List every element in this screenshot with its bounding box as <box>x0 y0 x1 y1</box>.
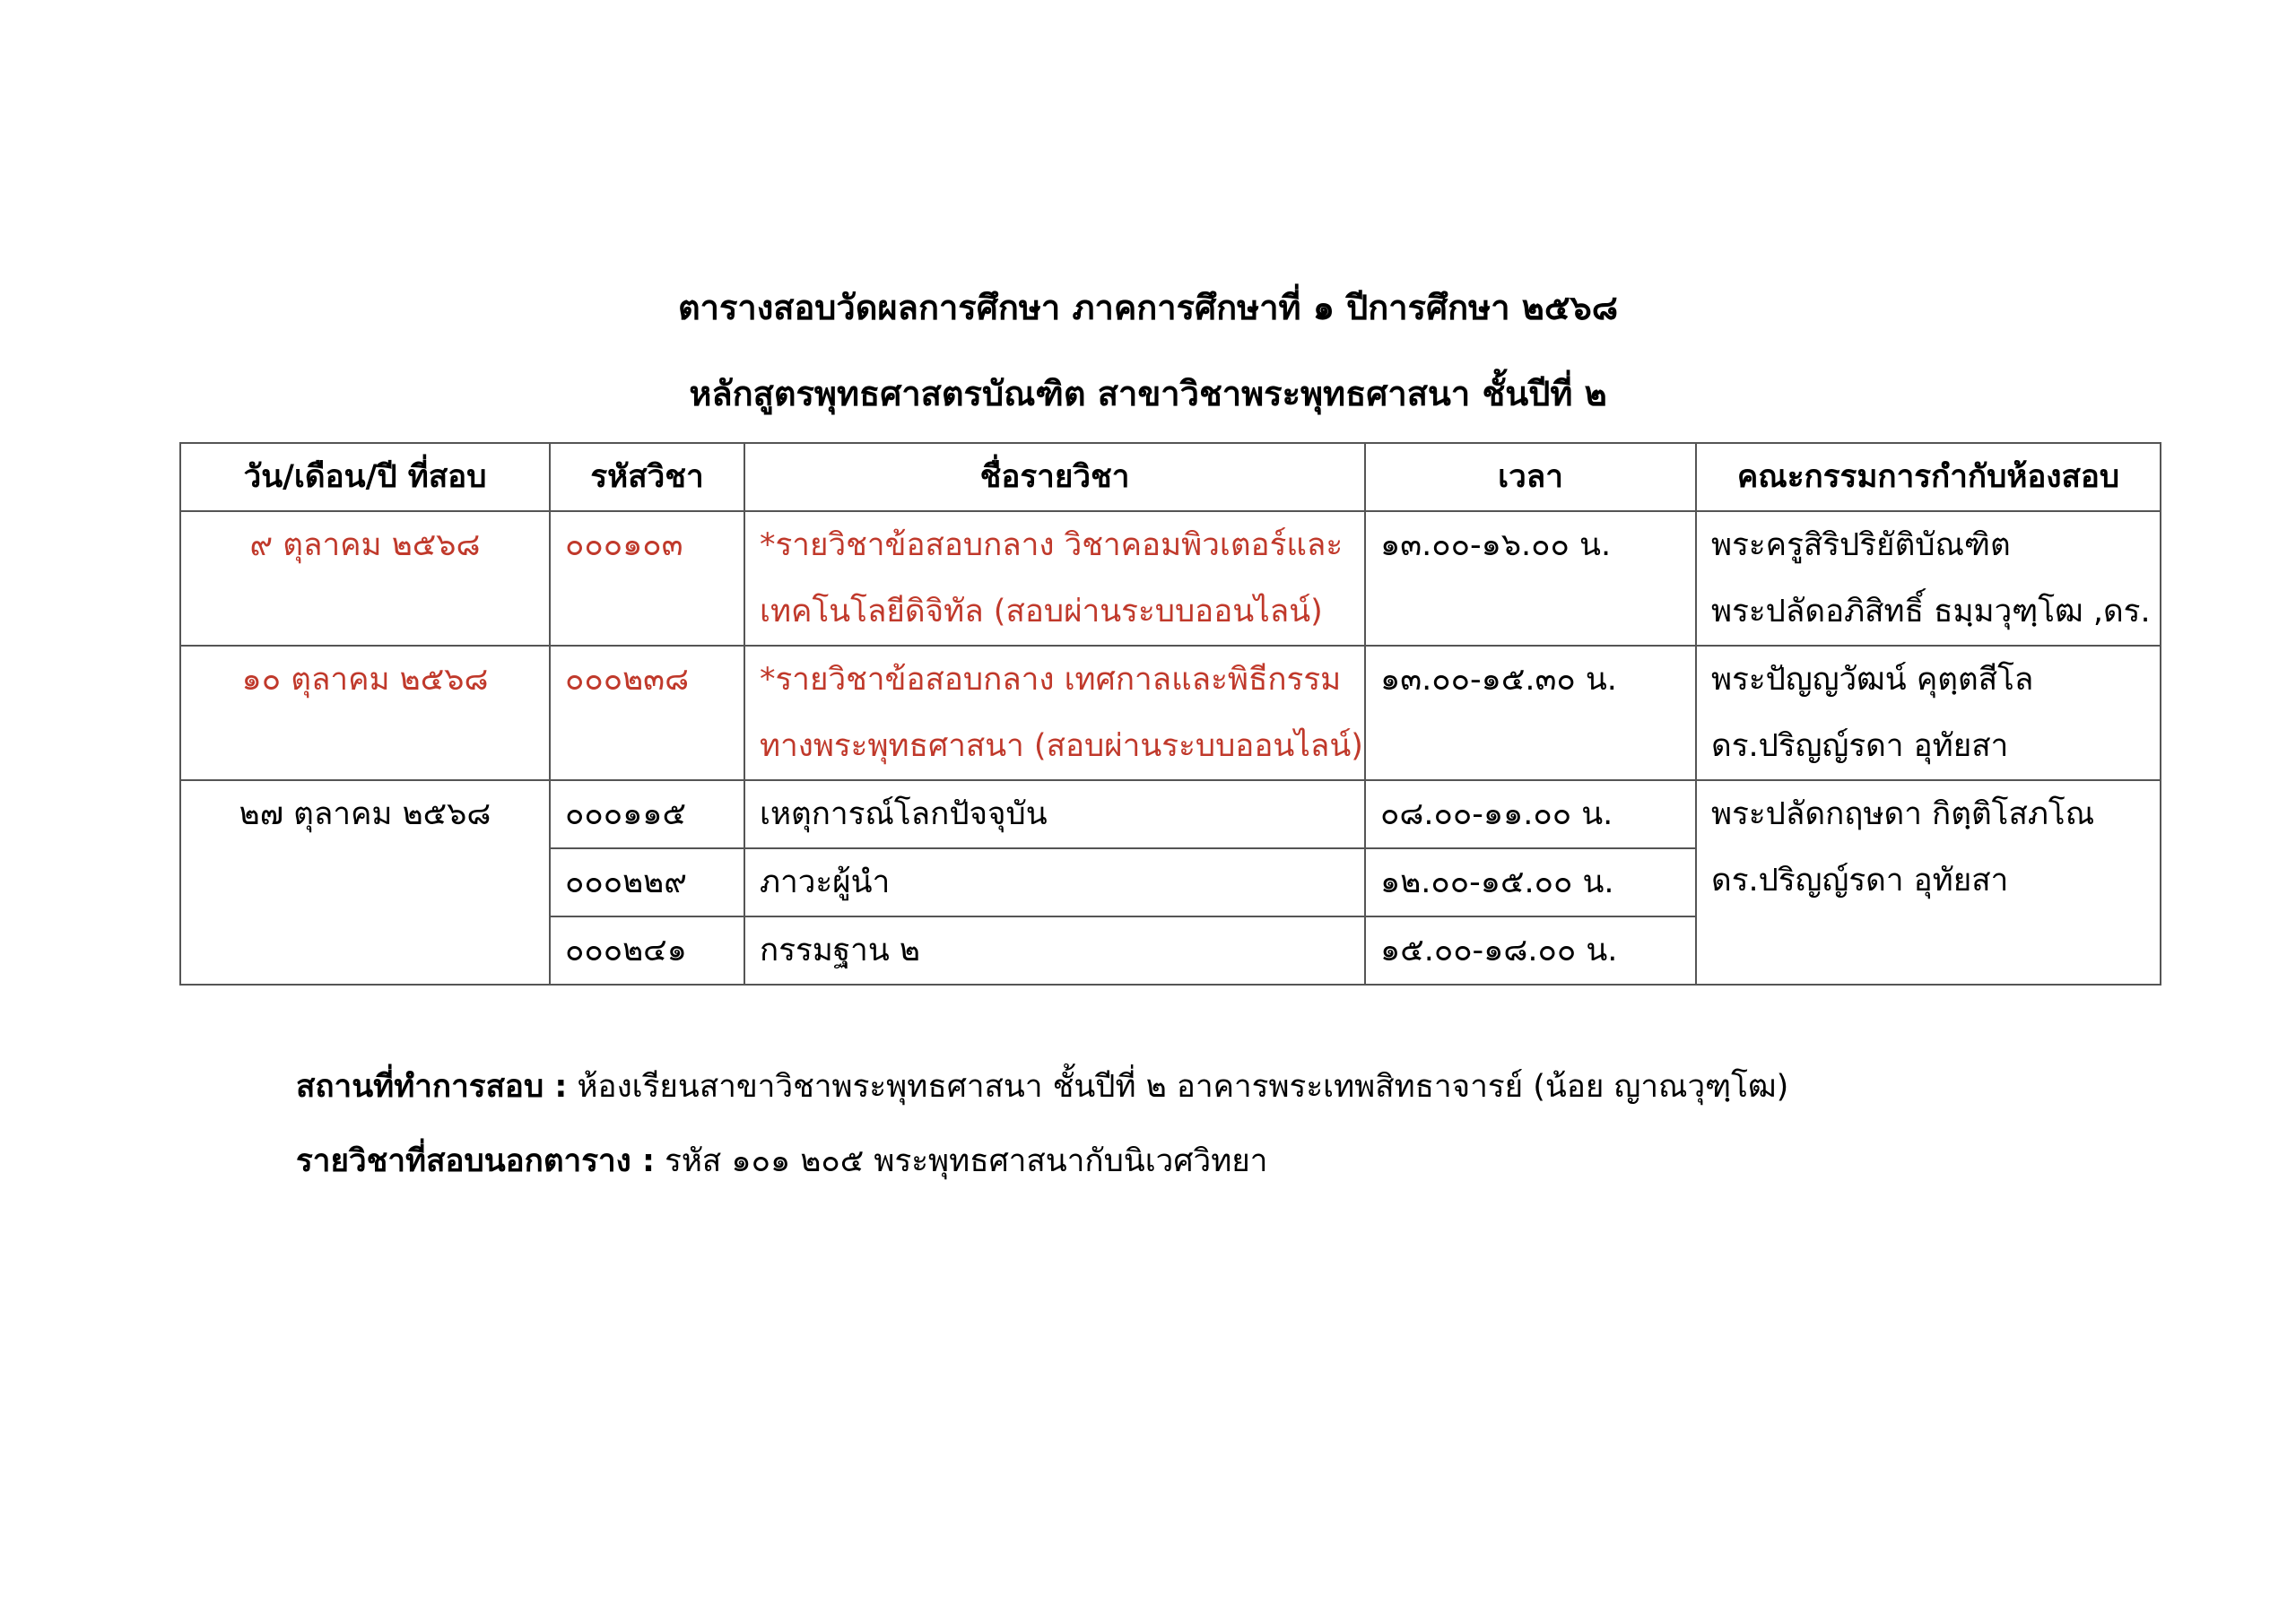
header-subject-name: ชื่อรายวิชา <box>744 443 1365 511</box>
exam-date-cell: ๙ ตุลาคม ๒๕๖๘ <box>180 511 550 646</box>
exam-time-cell: ๑๒.๐๐-๑๕.๐๐ น. <box>1365 848 1696 916</box>
subject-code-cell: ๐๐๐๒๒๙ <box>550 848 744 916</box>
committee-cell <box>1696 646 2161 780</box>
committee-member: พระครูสิริปริยัติบัณฑิต <box>1711 527 2011 563</box>
exam-schedule-table <box>179 442 2161 986</box>
document-subtitle: หลักสูตรพุทธศาสตรบัณฑิต สาขาวิชาพระพุทธศาสนา ชั้นปีที่ ๒ <box>689 374 1607 413</box>
document-title: ตารางสอบวัดผลการศึกษา ภาคการศึกษาที่ ๑ ปีการศึกษา ๒๕๖๘ <box>677 288 1619 327</box>
subject-name-cell <box>744 511 1365 646</box>
exam-time-cell: ๑๓.๐๐-๑๖.๐๐ น. <box>1365 511 1696 646</box>
subject-name-cell: เหตุการณ์โลกปัจจุบัน <box>744 780 1365 848</box>
subject-code-cell: ๐๐๐๑๐๓ <box>550 511 744 646</box>
outside-schedule-label: รายวิชาที่สอบนอกตาราง : <box>296 1143 655 1179</box>
venue-label: สถานที่ทำการสอบ : <box>296 1069 568 1105</box>
outside-schedule-text: รหัส ๑๐๑ ๒๐๕ พระพุทธศาสนากับนิเวศวิทยา <box>654 1143 1268 1179</box>
exam-venue-note <box>296 1064 1788 1109</box>
header-code: รหัสวิชา <box>550 443 744 511</box>
subject-name-cell: ภาวะผู้นำ <box>744 848 1365 916</box>
exam-time-cell: ๐๘.๐๐-๑๑.๐๐ น. <box>1365 780 1696 848</box>
committee-member: พระปัญญวัฒน์ คุตฺตสีโล <box>1711 662 2034 698</box>
subject-code-cell: ๐๐๐๑๑๕ <box>550 780 744 848</box>
table-row <box>180 646 2161 780</box>
committee-member: ดร.ปริญญ์รดา อุทัยสา <box>1711 728 2009 764</box>
subject-name-line: ทางพระพุทธศาสนา (สอบผ่านระบบออนไลน์) <box>760 728 1363 764</box>
outside-schedule-note <box>296 1139 1267 1184</box>
subject-name-line: เทคโนโลยีดิจิทัล (สอบผ่านระบบออนไลน์) <box>760 594 1323 630</box>
committee-cell <box>1696 511 2161 646</box>
subject-name-line: *รายวิชาข้อสอบกลาง วิชาคอมพิวเตอร์และ <box>760 527 1344 563</box>
table-row <box>180 511 2161 646</box>
subject-name-cell <box>744 646 1365 780</box>
header-time: เวลา <box>1365 443 1696 511</box>
exam-time-cell: ๑๓.๐๐-๑๕.๓๐ น. <box>1365 646 1696 780</box>
venue-text: ห้องเรียนสาขาวิชาพระพุทธศาสนา ชั้นปีที่ ๒ อาคารพระเทพสิทธาจารย์ (น้อย ญาณวุฑฺโฒ) <box>567 1069 1789 1105</box>
subject-code-cell: ๐๐๐๒๓๘ <box>550 646 744 780</box>
exam-date-cell: ๒๗ ตุลาคม ๒๕๖๘ <box>180 780 550 985</box>
table-row <box>180 780 2161 848</box>
committee-cell <box>1696 780 2161 985</box>
committee-member: พระปลัดกฤษดา กิตฺติโสภโณ <box>1711 796 2095 832</box>
header-date: วัน/เดือน/ปี ที่สอบ <box>180 443 550 511</box>
header-committee: คณะกรรมการกำกับห้องสอบ <box>1696 443 2161 511</box>
table-header-row <box>180 443 2161 511</box>
exam-time-cell: ๑๕.๐๐-๑๘.๐๐ น. <box>1365 916 1696 985</box>
exam-date-cell: ๑๐ ตุลาคม ๒๕๖๘ <box>180 646 550 780</box>
subject-code-cell: ๐๐๐๒๔๑ <box>550 916 744 985</box>
committee-member: พระปลัดอภิสิทธิ์ ธมฺมวุฑฺโฒ ,ดร. <box>1711 594 2151 630</box>
committee-member: ดร.ปริญญ์รดา อุทัยสา <box>1711 863 2009 899</box>
subject-name-line: *รายวิชาข้อสอบกลาง เทศกาลและพิธีกรรม <box>760 662 1342 698</box>
subject-name-cell: กรรมฐาน ๒ <box>744 916 1365 985</box>
